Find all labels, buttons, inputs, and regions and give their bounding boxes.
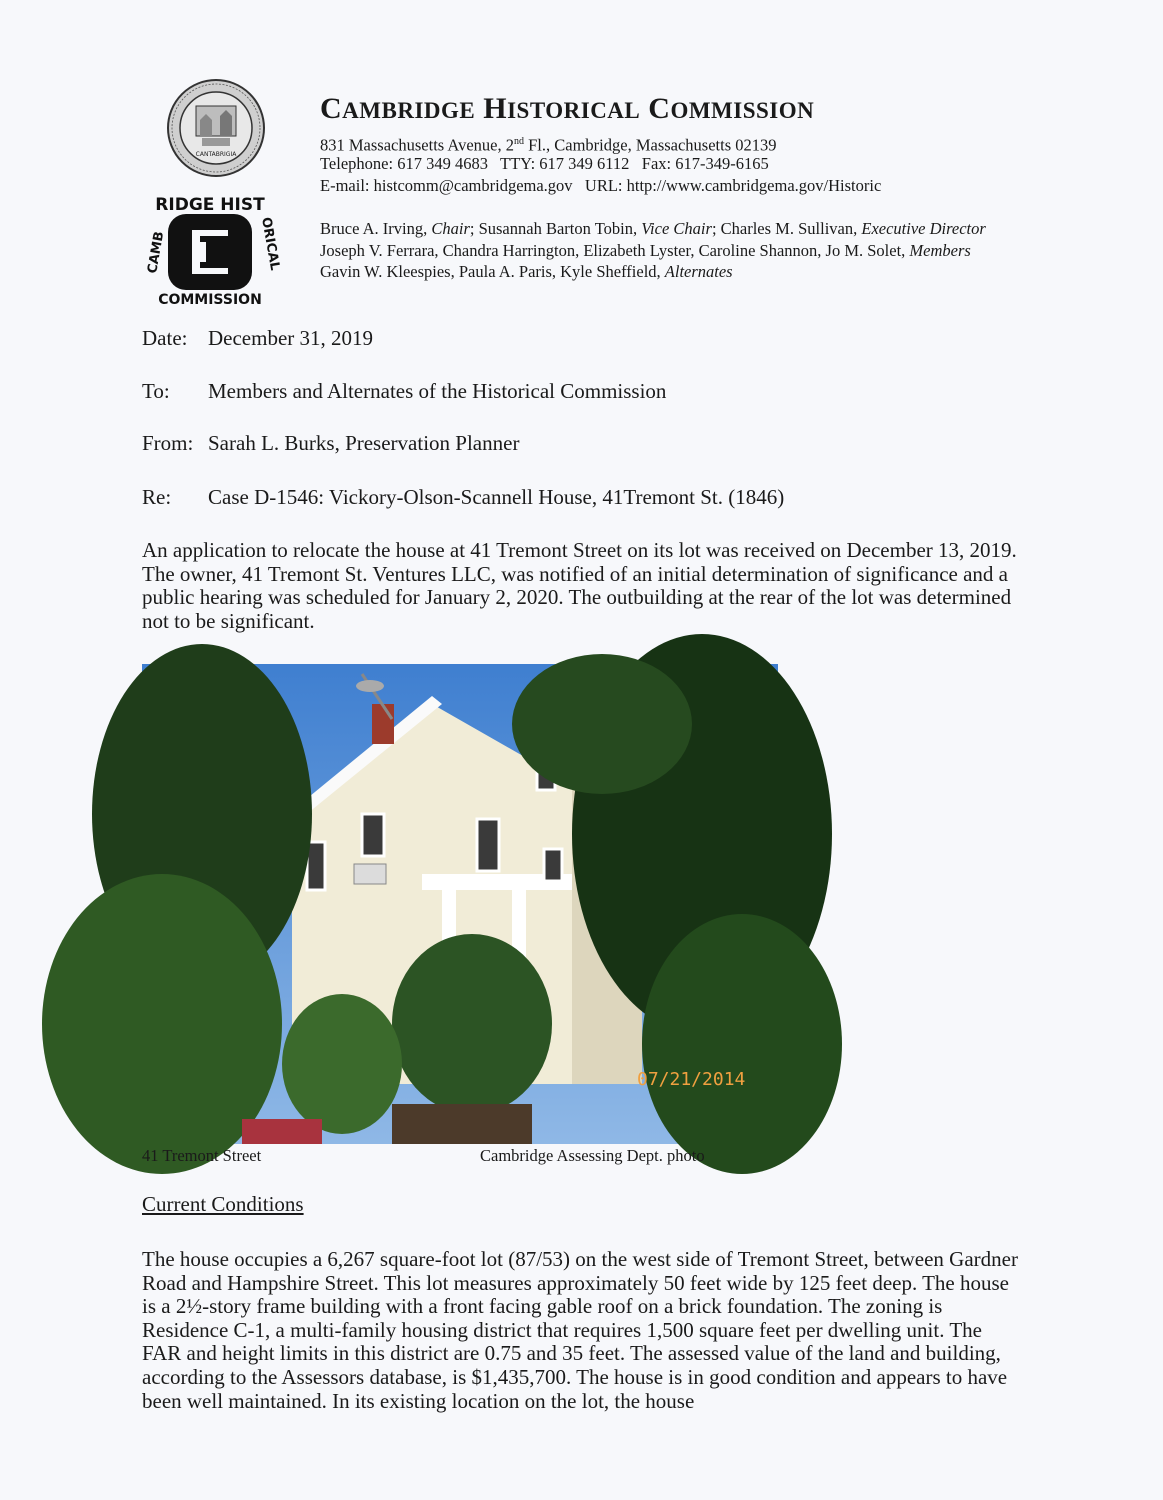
photo-caption-right: Cambridge Assessing Dept. photo — [480, 1146, 705, 1165]
commission-emblem-logo — [145, 194, 283, 308]
photo-caption-left: 41 Tremont Street — [142, 1146, 262, 1165]
memo-from: From: Sarah L. Burks, Preservation Planner — [142, 431, 520, 455]
phone-line: Telephone: 617 349 4683 TTY: 617 349 6112 Fax: 617-349-6165 — [320, 154, 769, 173]
organization-name — [320, 92, 814, 126]
address-line: 831 Massachusetts Avenue, 2nd Fl., Cambridge, Massachusetts 02139 — [320, 135, 777, 155]
officers-line: Bruce A. Irving, Chair; Susannah Barton Tobin, Vice Chair; Charles M. Sullivan, Executive Director — [320, 219, 986, 238]
section-heading: Current Conditions — [142, 1192, 304, 1216]
members-line: Joseph V. Ferrara, Chandra Harrington, Elizabeth Lyster, Caroline Shannon, Jo M. Solet, Members — [320, 241, 971, 260]
conditions-paragraph: The house occupies a 6,267 square-foot lot (87/53) on the west side of Tremont Street, between Gardner Road and Hampshire Street. This lot measures approximately 50 feet wide by 125 feet deep. The house is a 2½-story frame building with a front facing gable roof on a brick foundation. The zoning is Residence C-1, a multi-family housing district that requires 1,500 square feet per dwelling unit. The FAR and height limits in this district are 0.75 and 35 feet. The assessed value of the land and building, according to the Assessors database, is $1,435,700. The house is in good condition and appears to have been well maintained. In its existing location on the lot, the house — [142, 1247, 1018, 1413]
memo-to: To: Members and Alternates of the Historical Commission — [142, 379, 667, 403]
seal-text: CANTABRIGIA — [195, 151, 237, 158]
memo-subject: Re: Case D-1546: Vickory-Olson-Scannell House, 41Tremont St. (1846) — [142, 485, 785, 509]
emblem-text-side: CAMB — [145, 230, 168, 275]
house-photo — [142, 664, 778, 1144]
city-seal-logo — [166, 78, 266, 178]
memo-date: Date: December 31, 2019 — [142, 326, 374, 350]
email-url-line: E-mail: histcomm@cambridgema.gov URL: http://www.cambridgema.gov/Historic — [320, 176, 882, 195]
emblem-text-bottom: COMMISSION — [158, 292, 262, 308]
org-word-2: HISTORICAL — [483, 92, 641, 125]
org-word-1: CAMBRIDGE — [320, 92, 476, 125]
org-word-3: COMMISSION — [648, 92, 815, 125]
photo-date-stamp: 07/21/2014 — [637, 1069, 746, 1090]
emblem-text-right: ORICAL — [258, 216, 283, 272]
intro-paragraph: An application to relocate the house at 41 Tremont Street on its lot was received on December 13, 2019. The owner, 41 Tremont St. Ventures LLC, was notified of an initial determination of significance and a public hearing was scheduled for January 2, 2020. The outbuilding at the rear of the lot was determined not to be significant. — [142, 538, 1017, 633]
emblem-text-top: RIDGE HIST — [155, 195, 265, 215]
alternates-line: Gavin W. Kleespies, Paula A. Paris, Kyle Sheffield, Alternates — [320, 262, 733, 281]
